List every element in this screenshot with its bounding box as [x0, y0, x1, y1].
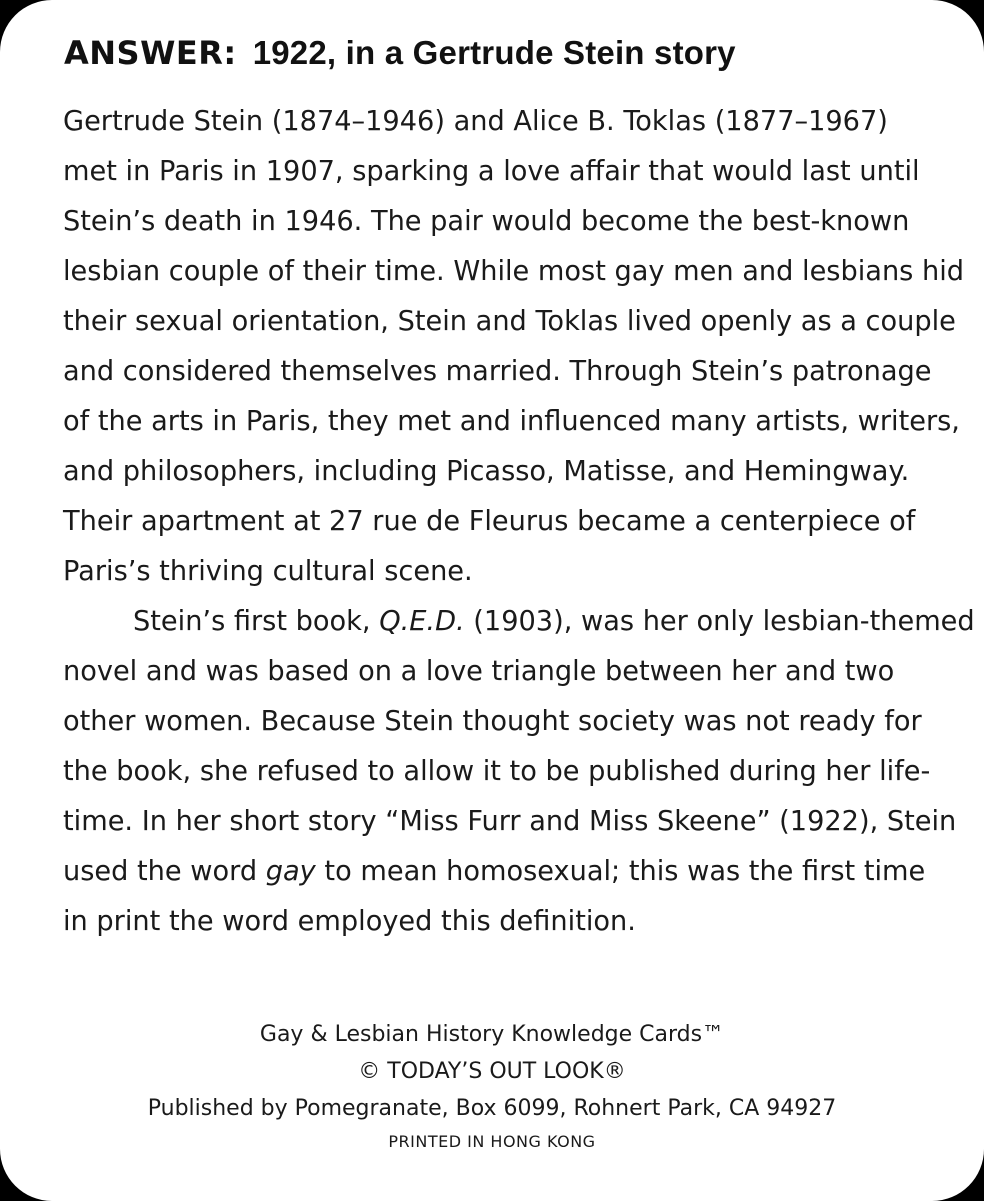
- line-text: (1903), was her only lesbian-themed: [464, 606, 975, 637]
- body-line: Paris’s thriving cultural scene.: [63, 556, 473, 587]
- body-line: the book, she refused to allow it to be published during her life-: [63, 756, 931, 787]
- body-line: [63, 597, 975, 647]
- book-title: Q.E.D.: [379, 606, 465, 637]
- body-line: novel and was based on a love triangle between her and two: [63, 656, 895, 687]
- card-footer: [0, 1016, 984, 1157]
- body-line: [63, 847, 963, 897]
- paragraph-2: [63, 597, 975, 947]
- copyright-line: © TODAY’S OUT LOOK®: [358, 1059, 626, 1084]
- answer-label: ANSWER:: [64, 34, 237, 72]
- line-text: to mean homosexual; this was the first time: [315, 856, 926, 887]
- answer-body: [63, 97, 975, 947]
- body-line: Their apartment at 27 rue de Fleurus became a centerpiece of: [63, 506, 916, 537]
- body-line: in print the word employed this definition.: [63, 906, 636, 937]
- body-line: other women. Because Stein thought society was not ready for: [63, 706, 922, 737]
- body-line: of the arts in Paris, they met and influenced many artists, writers,: [63, 406, 960, 437]
- body-line: their sexual orientation, Stein and Toklas lived openly as a couple: [63, 306, 956, 337]
- series-name: Gay & Lesbian History Knowledge Cards™: [259, 1022, 725, 1047]
- body-line: Gertrude Stein (1874–1946) and Alice B. Toklas (1877–1967): [63, 106, 888, 137]
- emphasized-word: gay: [265, 856, 316, 887]
- line-text: used the word: [63, 856, 266, 887]
- paragraph-1: [63, 97, 963, 597]
- body-line: met in Paris in 1907, sparking a love affair that would last until: [63, 156, 920, 187]
- publisher-line: Published by Pomegranate, Box 6099, Rohnert Park, CA 94927: [147, 1096, 837, 1121]
- body-line: and philosophers, including Picasso, Matisse, and Hemingway.: [63, 456, 910, 487]
- body-line: and considered themselves married. Through Stein’s patronage: [63, 356, 932, 387]
- body-line: Stein’s death in 1946. The pair would become the best-known: [63, 206, 910, 237]
- body-line: lesbian couple of their time. While most gay men and lesbians hid: [63, 256, 965, 287]
- printed-in-line: PRINTED IN HONG KONG: [388, 1132, 596, 1151]
- line-text: Stein’s first book,: [133, 606, 380, 637]
- answer-text: 1922, in a Gertrude Stein story: [252, 34, 736, 71]
- answer-headline: [64, 34, 736, 72]
- body-line: time. In her short story “Miss Furr and Miss Skeene” (1922), Stein: [63, 806, 957, 837]
